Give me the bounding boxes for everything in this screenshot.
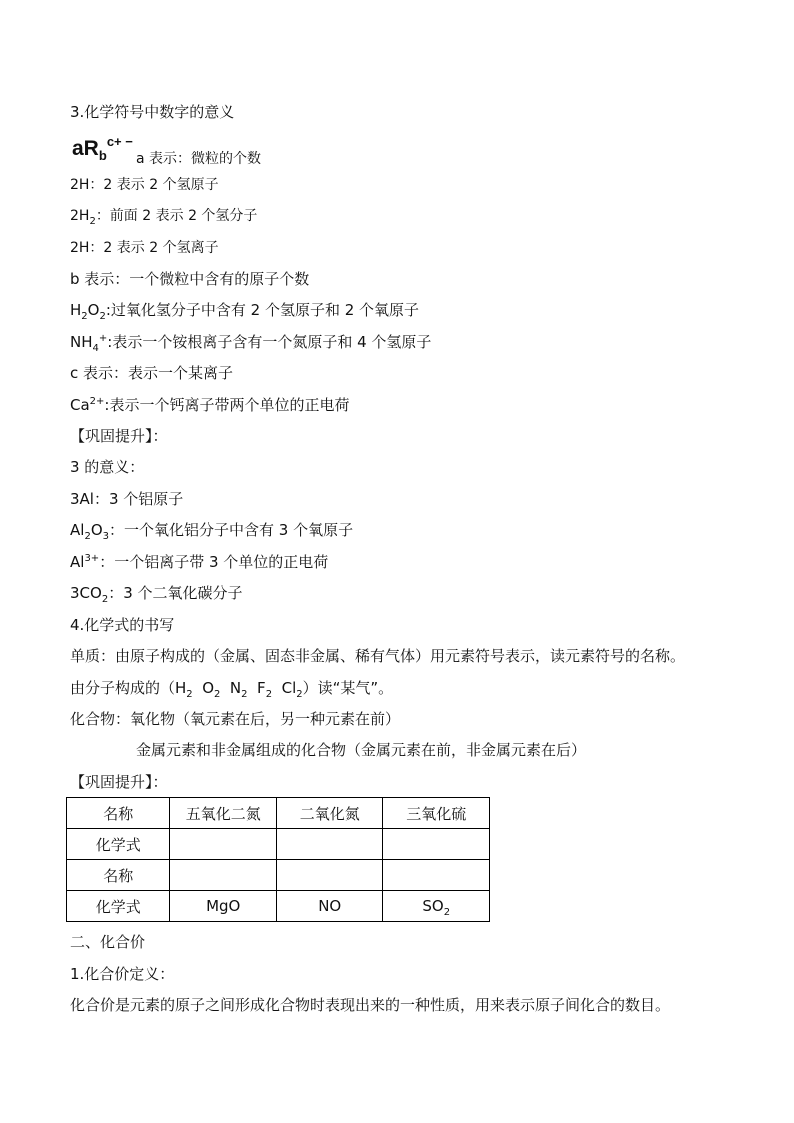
table-cell [170, 860, 277, 891]
consolidate-heading-2: 【巩固提升】： [70, 773, 168, 791]
practice-table [66, 797, 490, 922]
meaning-of-3: 3 的意义： [70, 458, 145, 476]
line-nh4: $NH_4^+$:表示一个铵根离子含有一个氮原子和 4 个氢原子 [70, 333, 432, 354]
line-3co2: $3CO_2$：3 个二氧化碳分子 [70, 584, 243, 605]
table-cell: 名称 [67, 860, 170, 891]
valence-definition-title: 1.化合价定义： [70, 965, 175, 983]
element-line: 单质：由原子构成的（金属、固态非金属、稀有气体）用元素符号表示，读元素符号的名称。 [70, 647, 686, 665]
section-3-title: 3.化学符号中数字的意义 [70, 103, 235, 121]
table-cell: 名称 [67, 798, 170, 829]
section-4-title: 4.化学式的书写 [70, 616, 175, 634]
table-cell [170, 829, 277, 860]
line-2h2: $2H_2$：前面 2 表示 2 个氢分子 [70, 208, 258, 227]
valence-definition-text: 化合价是元素的原子之间形成化合物时表现出来的一种性质，用来表示原子间化合的数目。 [70, 996, 671, 1014]
table-row [67, 860, 490, 891]
table-cell: 二氧化氮 [276, 798, 382, 829]
table-cell [383, 860, 490, 891]
line-al3plus: $Al^{3+}$：一个铝离子带 3 个单位的正电荷 [70, 553, 329, 571]
formula-subscript: b [98, 148, 107, 163]
table-cell: NO [276, 891, 382, 922]
formula-superscript: c+ − [106, 134, 133, 149]
c-description: c 表示：表示一个某离子 [70, 364, 234, 382]
table-cell: 化学式 [67, 829, 170, 860]
table-cell-so2: $SO_2$ [383, 891, 490, 922]
general-formula [72, 130, 133, 168]
compound-line: 化合物：氧化物（氧元素在后，另一种元素在前） [70, 710, 401, 728]
consolidate-heading-1: 【巩固提升】： [70, 427, 168, 445]
table-cell: MgO [170, 891, 277, 922]
table-cell [276, 860, 382, 891]
molecule-line: 由分子构成的（$H_2$ $O_2$ $N_2$ $F_2$ $Cl_2$）读“某气”。 [70, 679, 394, 700]
line-al2o3: $Al_2O_3$：一个氧化铝分子中含有 3 个氧原子 [70, 521, 354, 542]
line-2h-atom: 2H：2 表示 2 个氢原子 [70, 177, 219, 193]
table-cell [383, 829, 490, 860]
table-cell [276, 829, 382, 860]
line-2h-ion: 2H：2 表示 2 个氢离子 [70, 240, 219, 256]
formula-base: aR [72, 137, 99, 160]
table-cell: 化学式 [67, 891, 170, 922]
b-description: b 表示：一个微粒中含有的原子个数 [70, 270, 310, 288]
metal-compound-line: 金属元素和非金属组成的化合物（金属元素在前，非金属元素在后） [136, 741, 587, 759]
valence-heading: 二、化合价 [70, 933, 146, 951]
table-row [67, 891, 490, 922]
line-3al: 3Al：3 个铝原子 [70, 490, 184, 508]
table-cell: 五氧化二氮 [170, 798, 277, 829]
table-cell: 三氧化硫 [383, 798, 490, 829]
line-h2o2: $H_2O_2$:过氧化氢分子中含有 2 个氢原子和 2 个氧原子 [70, 301, 420, 322]
line-ca: $Ca^{2+}$:表示一个钙离子带两个单位的正电荷 [70, 396, 350, 414]
table-row [67, 798, 490, 829]
a-description: a 表示：微粒的个数 [136, 151, 262, 167]
table-row [67, 829, 490, 860]
